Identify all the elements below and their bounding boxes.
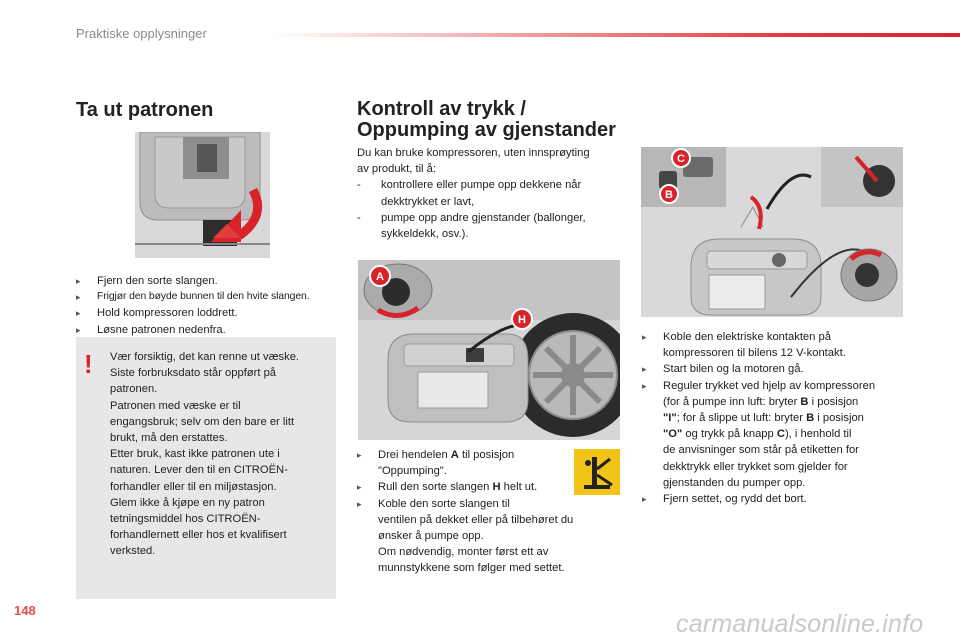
step-text: ), i henhold til (784, 428, 852, 441)
label-h: H (518, 314, 526, 326)
engine-running-pictogram (574, 449, 620, 495)
warning-line: forhandler eller til en miljøstasjon. (110, 480, 277, 493)
warning-line: engangsbruk; selv om den bare er litt (110, 415, 295, 428)
left-title: Ta ut patronen (76, 99, 214, 121)
list-item: ▸ Koble den elektriske kontakten på kompressoren til bilens 12 V-kontakt. (642, 329, 912, 361)
label-b: B (665, 189, 673, 201)
list-item: ▸ Koble den sorte slangen til ventilen på dekket eller på tilbehøret du ønsker å pumpe opp. Om nødvendig, monter først ett av munnstykkene som følger med settet. (357, 496, 622, 577)
step-line (663, 394, 912, 410)
list-item: ▸ Frigjør den bøyde bunnen til den hvite slangen. (76, 291, 310, 303)
middle-title-line: Kontroll av trykk / (357, 98, 526, 120)
step-text: "Oppumping". (378, 465, 447, 478)
warning-line: brukt, må den erstattes. (110, 432, 228, 445)
warning-box (76, 337, 336, 599)
watermark: carmanualsonline.info (676, 610, 924, 638)
step-text: ønsker å pumpe opp. (378, 530, 484, 543)
warning-line: patronen. (110, 383, 158, 396)
warning-line: forhandlernett eller hos et kvalifisert (110, 529, 287, 542)
dash-item: - kontrollere eller pumpe opp dekkene når dekktrykket er lavt, (357, 177, 622, 209)
warning-line: tetningsmiddel hos CITROËN- (110, 513, 261, 526)
list-item: ▸ Fjern settet, og rydd det bort. (642, 493, 807, 506)
step-text-bold: B (806, 412, 815, 425)
step-text-bold: A (450, 449, 459, 461)
step-text: Hold kompressoren loddrett. (97, 307, 238, 320)
list-item: ▸ Fjern den sorte slangen. (76, 275, 218, 287)
label-a: A (376, 271, 384, 283)
step-text: i posisjon (808, 395, 859, 408)
step-text: helt ut. (500, 481, 538, 494)
compressor-connection-illustration (641, 147, 903, 317)
step-text: de anvisninger som står på etiketten for (663, 444, 859, 457)
step-text: Fjern settet, og rydd det bort. (663, 493, 807, 506)
right-steps (642, 329, 912, 507)
list-item: ▸ Løsne patronen nedenfra. (76, 323, 226, 336)
step-text-bold: "O" (663, 428, 683, 441)
warning-line: Patronen med væske er til (110, 399, 241, 412)
warning-text (110, 349, 330, 560)
step-text-bold: "I" (663, 412, 677, 425)
list-item: ▸ Rull den sorte slangen H helt ut. (357, 481, 538, 494)
step-text: gjenstanden du pumper opp. (663, 476, 806, 489)
step-text: Reguler trykket ved hjelp av kompressoren (663, 379, 876, 392)
step-text-bold: H (492, 481, 501, 494)
step-text: i posisjon (814, 412, 864, 425)
step-text: til posisjon (458, 449, 515, 461)
warning-icon: ! (84, 349, 93, 379)
dash-line: dekktrykket er lavt, (381, 195, 475, 208)
step-text-bold: B (800, 395, 809, 408)
step-text: ; for å slippe ut luft: bryter (676, 412, 807, 425)
step-text: kompressoren til bilens 12 V-kontakt. (663, 347, 846, 360)
warning-line: Siste forbruksdato står oppført på (110, 367, 277, 380)
warning-line: Etter bruk, kast ikke patronen ute i (110, 448, 280, 461)
intro-line: Du kan bruke kompressoren, uten innsprøyting (357, 147, 590, 159)
list-item: ▸ Hold kompressoren loddrett. (76, 307, 238, 320)
dash-line: sykkeldekk, osv.). (381, 228, 469, 241)
step-text: Start bilen og la motoren gå. (663, 363, 804, 376)
step-text: Om nødvendig, monter først ett av (378, 546, 549, 559)
compressor-wheel-illustration (358, 260, 620, 440)
step-text: Fjern den sorte slangen. (97, 275, 218, 287)
list-item: ▸ Drei hendelen A til posisjon "Oppumping". (357, 447, 622, 479)
warning-line: Glem ikke å kjøpe en ny patron (110, 496, 265, 509)
warning-line: naturen. Lever den til en CITROËN- (110, 464, 288, 477)
step-text: Koble den elektriske kontakten på (663, 331, 831, 343)
step-text: munnstykkene som følger med settet. (378, 562, 565, 575)
step-text: dekktrykk eller trykket som gjelder for (663, 460, 848, 473)
list-item: ▸ Start bilen og la motoren gå. (642, 363, 804, 376)
step-line (663, 410, 912, 426)
label-c: C (677, 153, 685, 165)
step-line (663, 426, 912, 442)
header-rule (270, 33, 960, 37)
dash-line: kontrollere eller pumpe opp dekkene når (381, 179, 582, 192)
warning-line: Vær forsiktig, det kan renne ut væske. (110, 351, 300, 363)
step-text: Koble den sorte slangen til (378, 497, 510, 510)
middle-title-line: Oppumping av gjenstander (357, 119, 616, 141)
dash-line: pumpe opp andre gjenstander (ballonger, (381, 211, 586, 224)
left-steps (76, 273, 341, 338)
step-text: (for å pumpe inn luft: bryter (663, 395, 801, 408)
step-text: Frigjør den bøyde bunnen til den hvite slangen. (97, 291, 310, 303)
list-item: ▸ Reguler trykket ved hjelp av kompressoren (for å pumpe inn luft: bryter B i posisjon "I"; for å slippe ut luft: bryter B i posisjon "O" og trykk på knapp C), i henhold til de anvisninger som står på etiketten for dekktrykk eller trykket som gjelder for gjenstanden du pumper opp. (642, 378, 912, 491)
cartridge-removal-illustration (135, 132, 270, 258)
step-text: Rull den sorte slangen (378, 481, 493, 494)
section-header: Praktiske opplysninger (76, 26, 207, 41)
middle-title (357, 99, 616, 141)
step-text: ventilen på dekket eller på tilbehøret du (378, 513, 574, 526)
step-text-bold: C (776, 428, 785, 441)
step-text: Løsne patronen nedenfra. (97, 323, 226, 336)
page-number: 148 (14, 603, 36, 618)
step-text: Drei hendelen (378, 449, 451, 461)
step-text: og trykk på knapp (682, 428, 777, 441)
middle-intro (357, 145, 622, 242)
intro-line: av produkt, til å: (357, 163, 436, 176)
dash-item: - pumpe opp andre gjenstander (ballonger, sykkeldekk, osv.). (357, 210, 622, 242)
warning-line: verksted. (110, 545, 156, 558)
